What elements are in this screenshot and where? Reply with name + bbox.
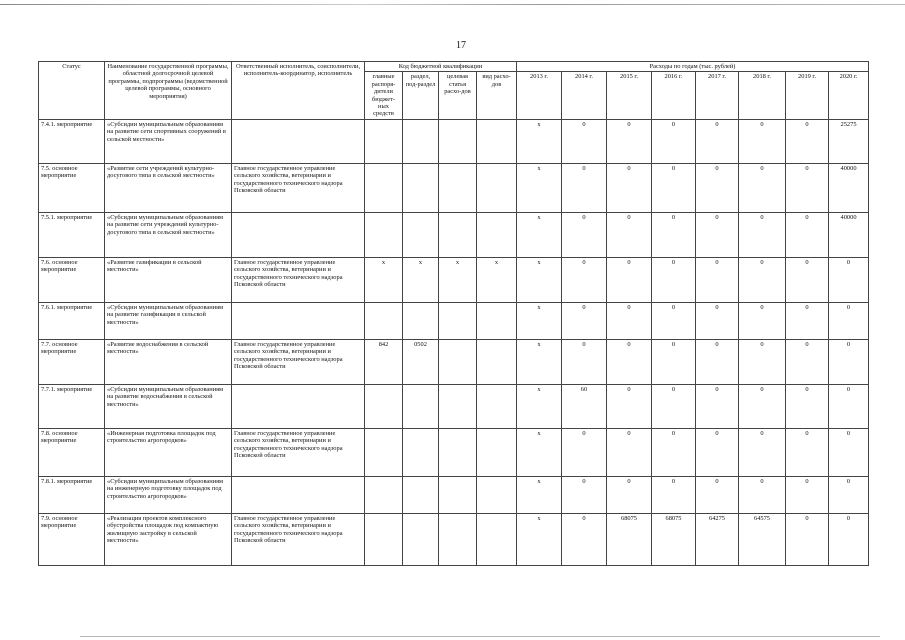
row-year-value: 0 [607,257,652,302]
row-code-cell [365,513,403,565]
row-code-cell: х [477,257,517,302]
row-year-value: 0 [607,476,652,513]
table-row [39,384,869,428]
row-year-value: 0 [739,212,786,257]
header-expenses: Расходы по годам (тыс. рублей) [517,62,869,72]
row-code-cell [477,339,517,384]
row-status: 7.7.1. мероприятие [39,384,105,428]
row-year-value: 0 [786,339,829,384]
row-code-cell [477,302,517,339]
row-year-value: 0 [829,428,869,476]
row-year-value: 0 [739,384,786,428]
row-code-cell [477,513,517,565]
row-year-value: 0 [562,163,607,212]
row-year-value: 0 [696,119,739,163]
row-year-value: 68075 [607,513,652,565]
row-status: 7.8.1. мероприятие [39,476,105,513]
row-year-value: 64575 [739,513,786,565]
page-number: 17 [456,40,466,51]
row-responsible: Главное государственное управление сельского хозяйства, ветеринарии и государственного технического надзора Псковской области [232,513,365,565]
row-year-value: 0 [562,428,607,476]
header-name: Наименование государственной программы, областной долгосрочной целевой программы, подпрограммы (ведомственной целевой программы, основного мероприятия) [105,62,232,120]
row-year-value: 40000 [829,212,869,257]
row-code-cell [477,212,517,257]
row-year-value: 0 [829,513,869,565]
row-year-value: 0 [562,476,607,513]
row-year-value: 0 [652,339,696,384]
row-year-value: 0 [739,428,786,476]
table-body [39,119,869,565]
row-name: «Развитие сети учреждений культурно-досугового типа в сельской местности» [105,163,232,212]
row-responsible: Главное государственное управление сельского хозяйства, ветеринарии и государственного технического надзора Псковской области [232,163,365,212]
row-code-cell [439,384,477,428]
row-year-value: 0 [829,302,869,339]
row-code-cell [403,163,439,212]
row-status: 7.7. основное мероприятие [39,339,105,384]
header-year: 2013 г. [517,72,562,119]
row-status: 7.5. основное мероприятие [39,163,105,212]
row-code-cell [439,513,477,565]
row-year-value: 0 [786,513,829,565]
budget-table [38,61,869,566]
row-year-value: 0 [786,257,829,302]
row-name: «Развитие газификации в сельской местности» [105,257,232,302]
row-year-value: 0 [652,476,696,513]
row-year-value: х [517,513,562,565]
row-responsible: Главное государственное управление сельского хозяйства, ветеринарии и государственного технического надзора Псковской области [232,428,365,476]
row-name: «Субсидии муниципальным образованиям на развитие водоснабжения в сельской местности» [105,384,232,428]
row-status: 7.5.1. мероприятие [39,212,105,257]
header-year: 2015 г. [607,72,652,119]
row-year-value: 0 [607,302,652,339]
row-code-cell [365,302,403,339]
row-year-value: 0 [829,476,869,513]
row-code-cell [477,119,517,163]
row-year-value: 0 [607,428,652,476]
row-year-value: 0 [739,476,786,513]
header-code-col: раздел, под-раздел [403,72,439,119]
row-status: 7.6.1. мероприятие [39,302,105,339]
row-name: «Субсидии муниципальным образованиям на развитие газификации в сельской местности» [105,302,232,339]
row-name: «Субсидии муниципальным образованиям на инженерную подготовку площадок под строительство агрогородков» [105,476,232,513]
header-code-col: главные распоря-дители бюджет-ных средств [365,72,403,119]
row-year-value: 0 [786,428,829,476]
row-code-cell [403,476,439,513]
table-row [39,339,869,384]
row-year-value: 0 [739,339,786,384]
row-year-value: х [517,428,562,476]
row-year-value: 0 [607,212,652,257]
row-name: «Развитие водоснабжения в сельской местности» [105,339,232,384]
header-code-col: вид расхо-дов [477,72,517,119]
row-name: «Субсидии муниципальным образованиям на развитие сети спортивных сооружений в сельской местности» [105,119,232,163]
row-code-cell [365,476,403,513]
row-year-value: 0 [562,257,607,302]
table-row [39,163,869,212]
header-year: 2017 г. [696,72,739,119]
row-year-value: 64275 [696,513,739,565]
row-year-value: х [517,476,562,513]
header-budget-code: Код бюджетной квалификации [365,62,517,72]
row-year-value: 0 [786,212,829,257]
row-year-value: 0 [739,302,786,339]
row-year-value: 0 [696,339,739,384]
row-code-cell [403,428,439,476]
row-year-value: 0 [739,163,786,212]
row-year-value: х [517,384,562,428]
row-year-value: х [517,257,562,302]
row-year-value: х [517,212,562,257]
row-year-value: 0 [652,428,696,476]
row-year-value: 40000 [829,163,869,212]
row-year-value: х [517,119,562,163]
row-code-cell: х [439,257,477,302]
row-year-value: 0 [696,476,739,513]
row-code-cell: 0502 [403,339,439,384]
row-year-value: 0 [652,119,696,163]
row-code-cell [477,428,517,476]
row-code-cell [365,212,403,257]
row-responsible: Главное государственное управление сельского хозяйства, ветеринарии и государственного технического надзора Псковской области [232,257,365,302]
row-year-value: 0 [829,257,869,302]
row-code-cell [439,163,477,212]
table-row [39,257,869,302]
row-code-cell [439,476,477,513]
row-year-value: х [517,339,562,384]
row-year-value: 0 [696,257,739,302]
row-code-cell [403,513,439,565]
row-year-value: 0 [652,257,696,302]
row-status: 7.8. основное мероприятие [39,428,105,476]
row-code-cell [365,119,403,163]
row-name: «Субсидии муниципальным образованиям на развитие сети учреждений культурно-досугового типа в сельской местности» [105,212,232,257]
row-year-value: 0 [562,212,607,257]
row-year-value: 0 [696,163,739,212]
header-code-col: целевая статья расхо-дов [439,72,477,119]
row-responsible [232,302,365,339]
table-row [39,476,869,513]
row-status: 7.9. основное мероприятие [39,513,105,565]
row-code-cell [439,302,477,339]
row-year-value: 68075 [652,513,696,565]
row-code-cell [365,163,403,212]
row-code-cell [477,476,517,513]
header-year: 2018 г. [739,72,786,119]
header-year: 2019 г. [786,72,829,119]
header-responsible: Ответственный исполнитель, соисполнители, исполнитель-координатор, исполнитель [232,62,365,120]
row-year-value: 60 [562,384,607,428]
row-year-value: 0 [652,212,696,257]
row-responsible [232,119,365,163]
row-year-value: 0 [562,119,607,163]
row-year-value: 0 [739,257,786,302]
row-year-value: 0 [739,119,786,163]
table-header [39,62,869,120]
header-year: 2016 г. [652,72,696,119]
scan-edge-bottom [80,636,880,637]
row-code-cell [439,119,477,163]
row-status: 7.4.1. мероприятие [39,119,105,163]
row-year-value: 0 [607,384,652,428]
row-year-value: х [517,302,562,339]
row-year-value: х [517,163,562,212]
row-responsible [232,384,365,428]
row-code-cell [403,119,439,163]
row-year-value: 0 [829,339,869,384]
row-year-value: 0 [652,302,696,339]
row-year-value: 0 [829,384,869,428]
row-year-value: 0 [562,339,607,384]
row-responsible [232,212,365,257]
row-code-cell [403,302,439,339]
table-row [39,119,869,163]
row-year-value: 0 [786,476,829,513]
row-code-cell: х [365,257,403,302]
row-code-cell [365,428,403,476]
header-year: 2014 г. [562,72,607,119]
table-row [39,513,869,565]
row-name: «Реализация проектов комплексного обустройства площадок под компактную жилищную застройку в сельской местности» [105,513,232,565]
table-row [39,428,869,476]
row-year-value: 0 [786,384,829,428]
row-code-cell [403,384,439,428]
row-year-value: 0 [786,163,829,212]
row-year-value: 0 [607,119,652,163]
row-year-value: 0 [696,384,739,428]
row-year-value: 0 [652,163,696,212]
table-row [39,302,869,339]
row-code-cell: 842 [365,339,403,384]
row-responsible: Главное государственное управление сельского хозяйства, ветеринарии и государственного технического надзора Псковской области [232,339,365,384]
row-code-cell [439,428,477,476]
row-code-cell [365,384,403,428]
row-code-cell [439,339,477,384]
row-year-value: 0 [607,339,652,384]
header-year: 2020 г. [829,72,869,119]
row-code-cell [403,212,439,257]
row-year-value: 0 [696,428,739,476]
row-year-value: 0 [607,163,652,212]
row-year-value: 0 [696,302,739,339]
row-name: «Инженерная подготовка площадок под строительство агрогородков» [105,428,232,476]
table-row [39,212,869,257]
row-year-value: 0 [652,384,696,428]
header-status: Статус [39,62,105,120]
row-year-value: 0 [786,119,829,163]
row-year-value: 0 [562,302,607,339]
row-code-cell [477,163,517,212]
scan-edge-top [0,4,905,5]
row-year-value: 0 [562,513,607,565]
row-code-cell: х [403,257,439,302]
row-responsible [232,476,365,513]
row-year-value: 0 [696,212,739,257]
row-status: 7.6. основное мероприятие [39,257,105,302]
row-code-cell [439,212,477,257]
row-year-value: 25275 [829,119,869,163]
row-code-cell [477,384,517,428]
row-year-value: 0 [786,302,829,339]
